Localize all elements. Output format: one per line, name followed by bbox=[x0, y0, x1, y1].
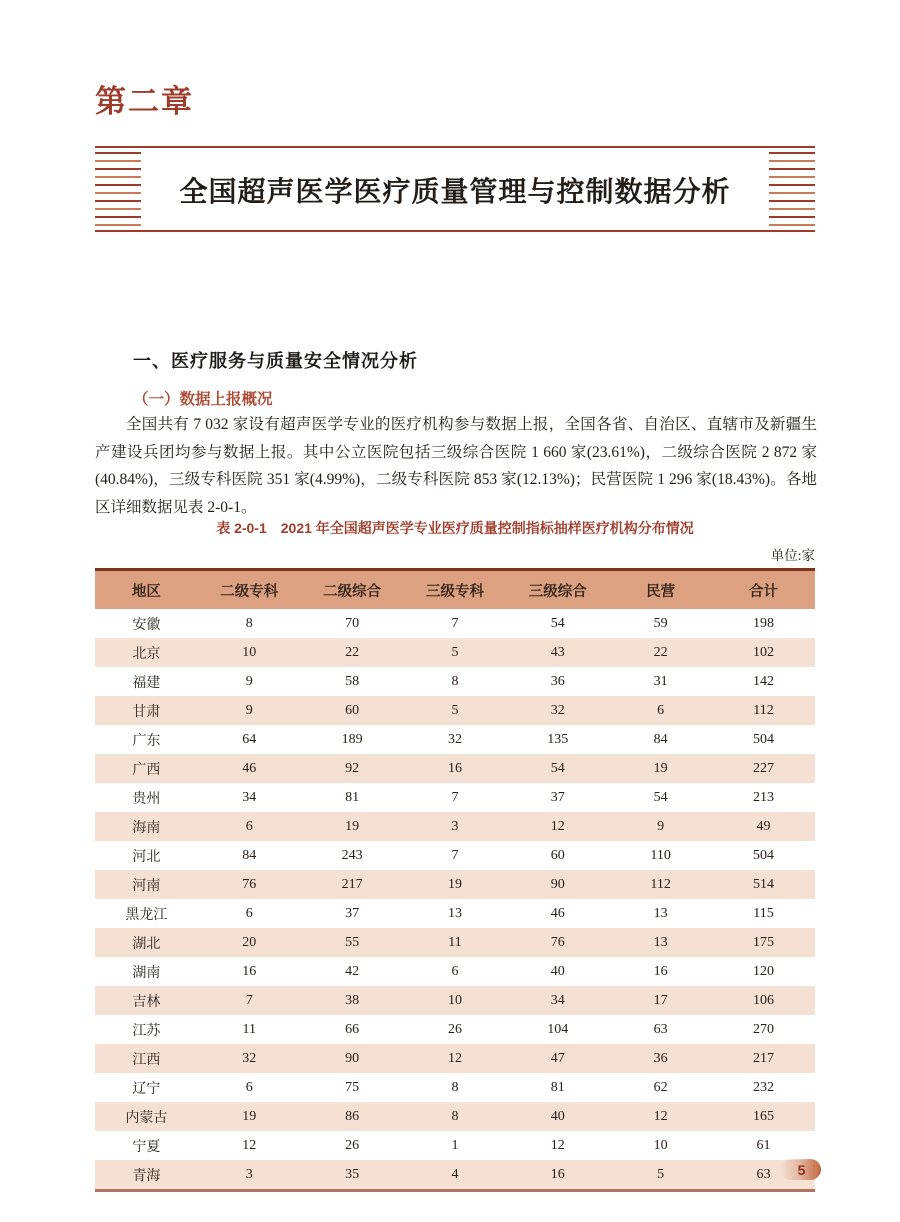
value-cell: 35 bbox=[345, 1166, 360, 1182]
value-cell: 19 bbox=[447, 876, 462, 892]
region-cell: 青海 bbox=[132, 1168, 161, 1184]
value-cell: 8 bbox=[451, 1108, 459, 1124]
region-cell: 海南 bbox=[132, 820, 161, 836]
value-cell: 9 bbox=[657, 818, 665, 834]
value-cell: 17 bbox=[653, 992, 668, 1008]
region-cell: 江苏 bbox=[132, 1023, 161, 1039]
value-cell: 7 bbox=[245, 992, 253, 1008]
distribution-table bbox=[95, 568, 815, 1192]
table-row bbox=[95, 1160, 815, 1191]
region-cell: 黑龙江 bbox=[125, 907, 168, 923]
region-cell: 安徽 bbox=[132, 617, 161, 633]
value-cell: 115 bbox=[753, 905, 774, 921]
value-cell: 26 bbox=[447, 1021, 462, 1037]
region-cell: 河南 bbox=[132, 878, 161, 894]
value-cell: 37 bbox=[550, 789, 565, 805]
column-header: 三级专科 bbox=[404, 570, 507, 610]
value-cell: 104 bbox=[547, 1021, 569, 1037]
value-cell: 81 bbox=[345, 789, 360, 805]
table-head bbox=[95, 570, 815, 610]
value-cell: 12 bbox=[242, 1137, 257, 1153]
value-cell: 34 bbox=[242, 789, 257, 805]
value-cell: 90 bbox=[550, 876, 565, 892]
value-cell: 6 bbox=[245, 905, 253, 921]
value-cell: 60 bbox=[550, 847, 565, 863]
table-row bbox=[95, 783, 815, 812]
value-cell: 22 bbox=[345, 644, 360, 660]
chapter-title-band bbox=[95, 152, 815, 228]
table-row bbox=[95, 638, 815, 667]
value-cell: 16 bbox=[653, 963, 668, 979]
region-cell: 北京 bbox=[132, 646, 161, 662]
value-cell: 227 bbox=[753, 760, 775, 776]
value-cell: 59 bbox=[653, 615, 668, 631]
table-row bbox=[95, 957, 815, 986]
region-cell: 河北 bbox=[132, 849, 161, 865]
value-cell: 4 bbox=[451, 1166, 459, 1182]
value-cell: 75 bbox=[345, 1079, 360, 1095]
region-cell: 吉林 bbox=[132, 994, 161, 1010]
value-cell: 38 bbox=[345, 992, 360, 1008]
value-cell: 175 bbox=[753, 934, 775, 950]
value-cell: 32 bbox=[447, 731, 462, 747]
value-cell: 76 bbox=[242, 876, 257, 892]
table-caption: 表 2-0-1 2021 年全国超声医学专业医疗质量控制指标抽样医疗机构分布情况 bbox=[216, 520, 694, 536]
value-cell: 62 bbox=[653, 1079, 668, 1095]
value-cell: 31 bbox=[653, 673, 668, 689]
value-cell: 112 bbox=[753, 702, 774, 718]
value-cell: 32 bbox=[242, 1050, 257, 1066]
value-cell: 11 bbox=[242, 1021, 256, 1037]
value-cell: 47 bbox=[550, 1050, 565, 1066]
subsection-heading: （一）数据上报概况 bbox=[133, 391, 273, 408]
value-cell: 61 bbox=[756, 1137, 771, 1153]
value-cell: 10 bbox=[447, 992, 462, 1008]
value-cell: 43 bbox=[550, 644, 565, 660]
value-cell: 13 bbox=[653, 905, 668, 921]
value-cell: 6 bbox=[245, 818, 253, 834]
value-cell: 40 bbox=[550, 963, 565, 979]
value-cell: 70 bbox=[345, 615, 360, 631]
value-cell: 46 bbox=[242, 760, 257, 776]
region-cell: 江西 bbox=[132, 1052, 161, 1068]
value-cell: 5 bbox=[451, 702, 459, 718]
column-header: 地区 bbox=[95, 570, 198, 610]
header-rule-bottom bbox=[95, 230, 815, 232]
value-cell: 504 bbox=[753, 847, 775, 863]
value-cell: 9 bbox=[245, 673, 253, 689]
value-cell: 63 bbox=[653, 1021, 668, 1037]
value-cell: 9 bbox=[245, 702, 253, 718]
value-cell: 213 bbox=[753, 789, 775, 805]
value-cell: 54 bbox=[653, 789, 668, 805]
table-row bbox=[95, 1073, 815, 1102]
value-cell: 16 bbox=[242, 963, 257, 979]
table-row bbox=[95, 841, 815, 870]
value-cell: 49 bbox=[756, 818, 771, 834]
region-cell: 湖南 bbox=[132, 965, 161, 981]
value-cell: 120 bbox=[753, 963, 775, 979]
value-cell: 26 bbox=[345, 1137, 360, 1153]
table-row bbox=[95, 754, 815, 783]
region-cell: 广东 bbox=[132, 733, 161, 749]
value-cell: 165 bbox=[753, 1108, 775, 1124]
page-number-badge bbox=[782, 1159, 821, 1180]
value-cell: 7 bbox=[451, 789, 459, 805]
value-cell: 84 bbox=[242, 847, 257, 863]
value-cell: 55 bbox=[345, 934, 360, 950]
value-cell: 19 bbox=[653, 760, 668, 776]
decorative-hatch-left-icon bbox=[95, 152, 141, 228]
value-cell: 19 bbox=[345, 818, 360, 834]
table-row bbox=[95, 870, 815, 899]
value-cell: 5 bbox=[451, 644, 459, 660]
page-number: 5 bbox=[797, 1161, 806, 1178]
region-cell: 辽宁 bbox=[132, 1081, 161, 1097]
value-cell: 3 bbox=[245, 1166, 253, 1182]
region-cell: 甘肃 bbox=[132, 704, 161, 720]
value-cell: 92 bbox=[345, 760, 360, 776]
value-cell: 10 bbox=[242, 644, 257, 660]
value-cell: 5 bbox=[657, 1166, 665, 1182]
value-cell: 198 bbox=[753, 615, 775, 631]
value-cell: 66 bbox=[345, 1021, 360, 1037]
table-row bbox=[95, 1102, 815, 1131]
table-row bbox=[95, 696, 815, 725]
value-cell: 12 bbox=[653, 1108, 668, 1124]
chapter-label: 第二章 bbox=[95, 84, 194, 119]
table-row bbox=[95, 899, 815, 928]
region-cell: 广西 bbox=[132, 762, 161, 778]
column-header: 三级综合 bbox=[506, 570, 609, 610]
value-cell: 54 bbox=[550, 760, 565, 776]
value-cell: 6 bbox=[451, 963, 459, 979]
value-cell: 46 bbox=[550, 905, 565, 921]
column-header: 民营 bbox=[609, 570, 712, 610]
table-row bbox=[95, 1131, 815, 1160]
value-cell: 217 bbox=[341, 876, 363, 892]
table-row bbox=[95, 986, 815, 1015]
value-cell: 34 bbox=[550, 992, 565, 1008]
region-cell: 湖北 bbox=[132, 936, 161, 952]
value-cell: 60 bbox=[345, 702, 360, 718]
region-cell: 贵州 bbox=[132, 791, 161, 807]
value-cell: 8 bbox=[245, 615, 253, 631]
value-cell: 22 bbox=[653, 644, 668, 660]
value-cell: 243 bbox=[341, 847, 363, 863]
value-cell: 36 bbox=[550, 673, 565, 689]
value-cell: 12 bbox=[447, 1050, 462, 1066]
value-cell: 504 bbox=[753, 731, 775, 747]
section-heading: 一、医疗服务与质量安全情况分析 bbox=[133, 351, 418, 371]
decorative-hatch-right-icon bbox=[769, 152, 815, 228]
value-cell: 20 bbox=[242, 934, 257, 950]
table-row bbox=[95, 928, 815, 957]
table-row bbox=[95, 725, 815, 754]
column-header: 二级综合 bbox=[301, 570, 404, 610]
value-cell: 112 bbox=[650, 876, 671, 892]
unit-label: 单位:家 bbox=[770, 548, 815, 563]
chapter-title: 全国超声医学医疗质量管理与控制数据分析 bbox=[179, 177, 731, 208]
value-cell: 64 bbox=[242, 731, 257, 747]
value-cell: 84 bbox=[653, 731, 668, 747]
value-cell: 54 bbox=[550, 615, 565, 631]
value-cell: 106 bbox=[753, 992, 775, 1008]
value-cell: 8 bbox=[451, 673, 459, 689]
value-cell: 6 bbox=[657, 702, 665, 718]
value-cell: 86 bbox=[345, 1108, 360, 1124]
value-cell: 189 bbox=[341, 731, 363, 747]
value-cell: 42 bbox=[345, 963, 360, 979]
value-cell: 13 bbox=[653, 934, 668, 950]
value-cell: 102 bbox=[753, 644, 775, 660]
value-cell: 1 bbox=[451, 1137, 459, 1153]
value-cell: 19 bbox=[242, 1108, 257, 1124]
table-row bbox=[95, 1015, 815, 1044]
value-cell: 16 bbox=[550, 1166, 565, 1182]
table-row bbox=[95, 812, 815, 841]
value-cell: 81 bbox=[550, 1079, 565, 1095]
table-row bbox=[95, 667, 815, 696]
value-cell: 12 bbox=[550, 1137, 565, 1153]
region-cell: 宁夏 bbox=[132, 1139, 161, 1155]
value-cell: 110 bbox=[650, 847, 671, 863]
value-cell: 63 bbox=[756, 1166, 771, 1182]
value-cell: 32 bbox=[550, 702, 565, 718]
value-cell: 58 bbox=[345, 673, 360, 689]
region-cell: 内蒙古 bbox=[125, 1110, 168, 1126]
value-cell: 11 bbox=[448, 934, 462, 950]
value-cell: 36 bbox=[653, 1050, 668, 1066]
value-cell: 514 bbox=[753, 876, 775, 892]
value-cell: 232 bbox=[753, 1079, 775, 1095]
value-cell: 13 bbox=[447, 905, 462, 921]
value-cell: 37 bbox=[345, 905, 360, 921]
table-header-row bbox=[95, 570, 815, 610]
value-cell: 7 bbox=[451, 615, 459, 631]
value-cell: 135 bbox=[547, 731, 569, 747]
value-cell: 270 bbox=[753, 1021, 775, 1037]
value-cell: 10 bbox=[653, 1137, 668, 1153]
value-cell: 76 bbox=[550, 934, 565, 950]
value-cell: 217 bbox=[753, 1050, 775, 1066]
value-cell: 7 bbox=[451, 847, 459, 863]
table-row bbox=[95, 1044, 815, 1073]
header-rule-top bbox=[95, 146, 815, 148]
body-paragraph: 全国共有 7 032 家设有超声医学专业的医疗机构参与数据上报，全国各省、自治区、直辖市及新疆生产建设兵团均参与数据上报。其中公立医院包括三级综合医院 1 660 家(23.61%)，二级综合医院 2 872 家(40.84%)，三级专科医院 351 家(4.99%)，二级专科医院 853 家(12.13%)；民营医院 1 296 家(18.43%)。各地区详细数据见表 2-0-1。 bbox=[95, 416, 817, 516]
value-cell: 40 bbox=[550, 1108, 565, 1124]
value-cell: 12 bbox=[550, 818, 565, 834]
value-cell: 3 bbox=[451, 818, 459, 834]
value-cell: 90 bbox=[345, 1050, 360, 1066]
region-cell: 福建 bbox=[132, 675, 161, 691]
table-body bbox=[95, 609, 815, 1191]
column-header: 合计 bbox=[712, 570, 815, 610]
value-cell: 16 bbox=[447, 760, 462, 776]
table-row bbox=[95, 609, 815, 638]
value-cell: 142 bbox=[753, 673, 775, 689]
column-header: 二级专科 bbox=[198, 570, 301, 610]
value-cell: 6 bbox=[245, 1079, 253, 1095]
value-cell: 8 bbox=[451, 1079, 459, 1095]
